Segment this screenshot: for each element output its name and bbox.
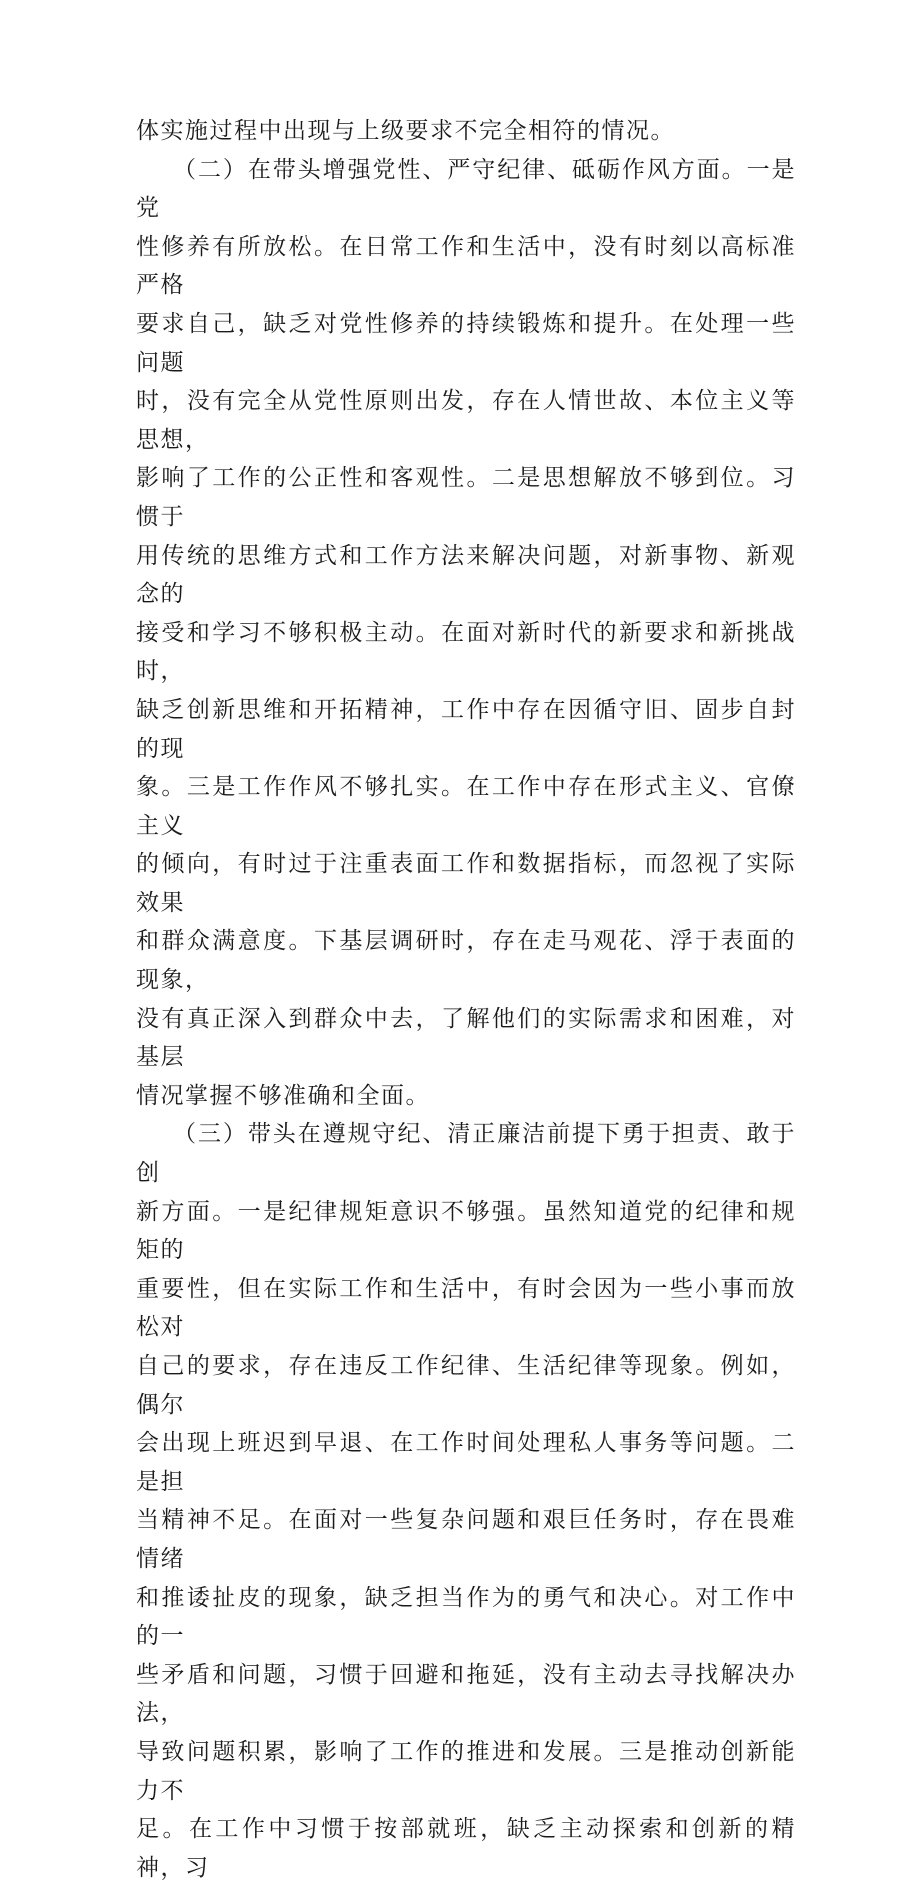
text-line: 的倾向，有时过于注重表面工作和数据指标，而忽视了实际效果 (136, 851, 796, 916)
text-line: 性修养有所放松。在日常工作和生活中，没有时刻以高标准严格 (136, 233, 796, 299)
text-line: 当精神不足。在面对一些复杂问题和艰巨任务时，存在畏难情绪 (136, 1507, 796, 1572)
text-line: 接受和学习不够积极主动。在面对新时代的新要求和新挑战时， (136, 619, 796, 685)
text-line: 和推诿扯皮的现象，缺乏担当作为的勇气和决心。对工作中的一 (136, 1584, 796, 1650)
text-line: 缺乏创新思维和开拓精神，工作中存在因循守旧、固步自封的现 (136, 696, 796, 762)
text-line: 要求自己，缺乏对党性修养的持续锻炼和提升。在处理一些问题 (136, 310, 796, 376)
text-line: （三）带头在遵规守纪、清正廉洁前提下勇于担责、敢于创 (136, 1121, 796, 1187)
text-line: 时，没有完全从党性原则出发，存在人情世故、本位主义等思想， (136, 388, 796, 453)
text-line: 新方面。一是纪律规矩意识不够强。虽然知道党的纪律和规矩的 (136, 1198, 796, 1264)
text-line: 重要性，但在实际工作和生活中，有时会因为一些小事而放松对 (136, 1275, 796, 1341)
text-line: 象。三是工作作风不够扎实。在工作中存在形式主义、官僚主义 (136, 774, 796, 839)
text-line: 体实施过程中出现与上级要求不完全相符的情况。 (136, 118, 675, 144)
document-body (136, 112, 796, 1887)
text-line: 没有真正深入到群众中去，了解他们的实际需求和困难，对基层 (136, 1005, 796, 1071)
text-line: 会出现上班迟到早退、在工作时间处理私人事务等问题。二是担 (136, 1430, 796, 1495)
text-line: （二）在带头增强党性、严守纪律、砥砺作风方面。一是党 (136, 156, 796, 222)
text-line: 导致问题积累，影响了工作的推进和发展。三是推动创新能力不 (136, 1738, 796, 1804)
text-line: 自己的要求，存在违反工作纪律、生活纪律等现象。例如，偶尔 (136, 1353, 796, 1418)
text-line: 些矛盾和问题，习惯于回避和拖延，没有主动去寻找解决办法， (136, 1661, 796, 1727)
text-line: 和群众满意度。下基层调研时，存在走马观花、浮于表面的现象， (136, 928, 796, 994)
text-line: 足。在工作中习惯于按部就班，缺乏主动探索和创新的精神，习 (136, 1816, 796, 1881)
text-line: 用传统的思维方式和工作方法来解决问题，对新事物、新观念的 (136, 542, 796, 608)
text-line: 情况掌握不够准确和全面。 (136, 1082, 430, 1109)
text-line: 影响了工作的公正性和客观性。二是思想解放不够到位。习惯于 (136, 465, 796, 530)
